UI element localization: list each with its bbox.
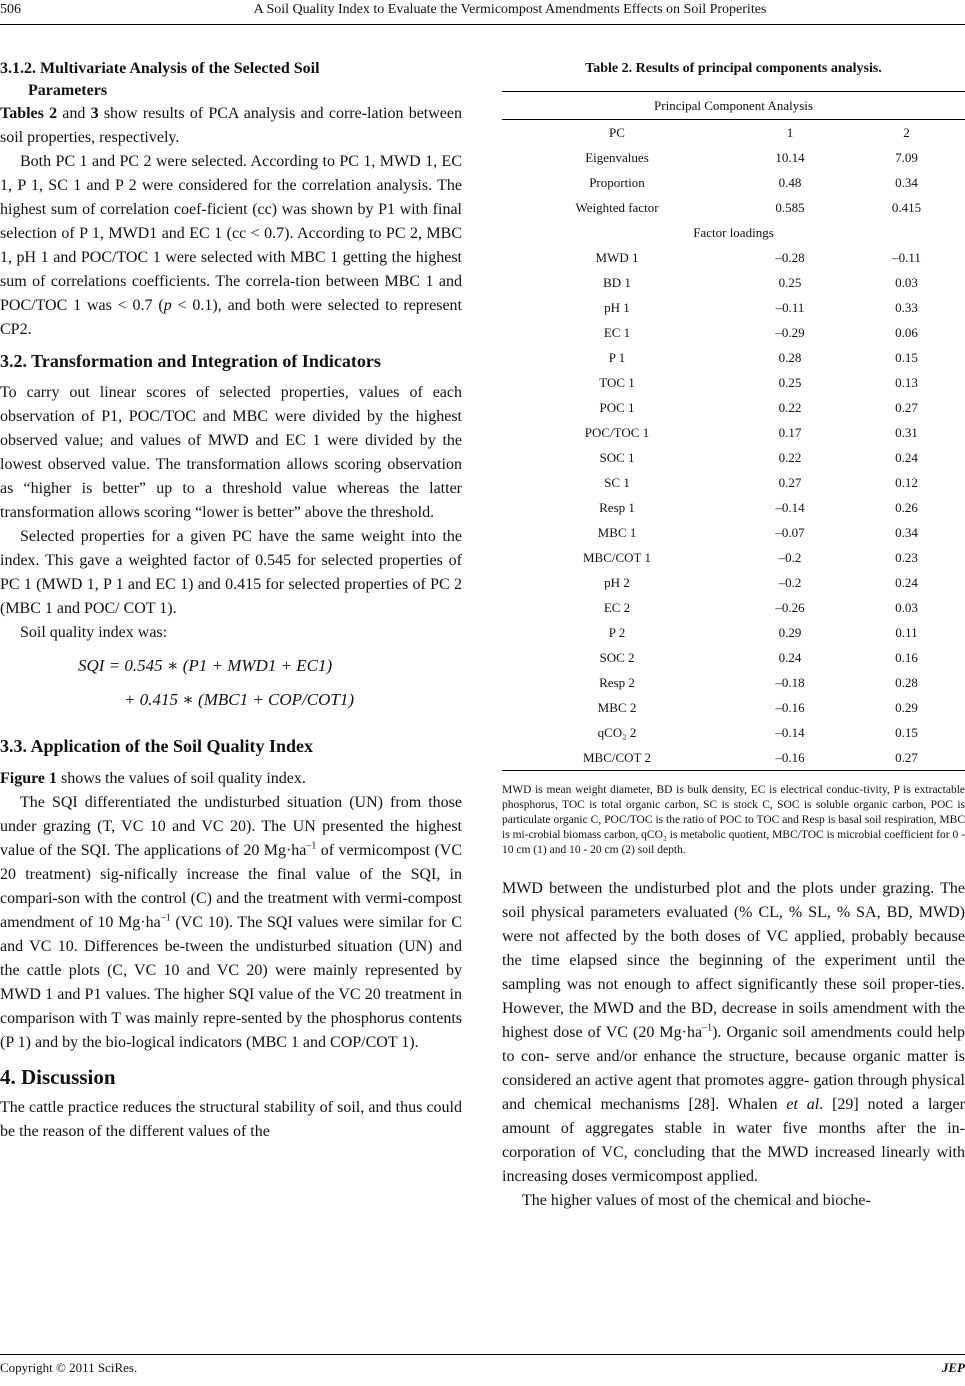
table-cell-value: 0.25: [778, 374, 802, 390]
paragraph: The cattle practice reduces the structural stability of soil, and thus could be the reason of the different values of the: [0, 1099, 462, 1140]
table-reference[interactable]: Tables 2: [0, 105, 58, 122]
table-cell-value: 0.34: [895, 174, 918, 190]
table-cell-value: 0.12: [895, 474, 918, 490]
table-row: [502, 645, 965, 670]
table-cell-label: Resp 1: [599, 499, 635, 515]
table-cell-label: EC 2: [603, 599, 631, 615]
table-row: [502, 495, 965, 520]
running-title: A Soil Quality Index to Evaluate the Vermicompost Amendments Effects on Soil Properites: [253, 2, 767, 17]
table-header: Principal Component Analysis: [502, 92, 965, 120]
table-cell-label: MBC 2: [597, 699, 637, 715]
table-cell-value: –0.14: [775, 499, 805, 515]
table-row: [502, 745, 965, 771]
table-row: [502, 570, 965, 595]
table-cell-label: POC 1: [599, 399, 635, 415]
table-cell-label: Resp 2: [599, 674, 635, 690]
table-cell-value: 0.28: [778, 349, 802, 365]
superscript: –1: [702, 1022, 713, 1034]
table-row: [502, 170, 965, 195]
table-row: [502, 695, 965, 720]
table-cell-value: 0.29: [778, 624, 802, 640]
table-cell-value: 0.06: [895, 324, 918, 340]
table-cell-value: 0.24: [895, 574, 918, 590]
text-run: of vermicompost (VC 20 treatment) sig-nifically increase the final value of the SQI, in compari-son with the control (C) and the treatment with vermi-compost amendment of 10 Mg·ha: [0, 842, 463, 931]
equation: [0, 653, 462, 713]
table-cell-value: 0.03: [895, 274, 918, 290]
table-row: [502, 345, 965, 370]
table-cell-label: P 2: [608, 624, 626, 640]
table-row: [502, 120, 965, 146]
paragraph: [0, 791, 462, 1055]
table-cell-value: –0.07: [775, 524, 805, 540]
table-header-row: [502, 92, 965, 120]
table-cell-value: –0.29: [775, 324, 805, 340]
table-cell-value: 0.24: [895, 449, 918, 465]
page-number: 506: [0, 2, 21, 17]
equation-line: + 0.415 ∗ (MBC1 + COP/COT1): [124, 690, 354, 709]
table-cell-value: –0.16: [775, 699, 805, 715]
table-cell-value: 0.26: [895, 499, 918, 515]
table-footnote: MWD is mean weight diameter, BD is bulk density, EC is electrical conduc-tivity, P is extractable phosphorus, TOC is total organic carbon, SC is stock C, SOC is soluble organic carbon, POC is particulate organic C, POC/TOC is the ratio of POC to TOC and Resp is basal soil respiration, MBC is mi-crobial biomass carbon, qCO₂ is metabolic quotient, MBC/TOC is microbial coefficient for 0 - 10 cm (1) and 10 - 20 cm (2) soil depth.: [502, 784, 965, 856]
paragraph: [502, 877, 965, 1189]
table-row: [502, 595, 965, 620]
table-subheader-row: [502, 220, 965, 245]
paragraph: Soil quality index was:: [20, 624, 168, 641]
table-row: [502, 370, 965, 395]
table-cell-value: –0.28: [775, 249, 805, 265]
paragraph: Selected properties for a given PC have the same weight into the index. This gave a weighted factor of 0.545 for selected properties of PC 1 (MWD 1, P 1 and EC 1) and 0.415 for selected properties of PC 2 (MBC 1 and POC/ COT 1).: [0, 528, 462, 617]
table-cell-label: EC 1: [603, 324, 631, 340]
italic-symbol: p: [163, 297, 172, 314]
table-row: [502, 620, 965, 645]
table-cell-value: –0.18: [775, 674, 805, 690]
table-cell-value: –0.16: [732, 745, 848, 771]
left-column: [0, 58, 462, 1144]
table-cell-label: pH 1: [604, 299, 630, 315]
table-cell-value: 0.33: [895, 299, 918, 315]
paragraph: [0, 150, 462, 342]
table-row: [502, 270, 965, 295]
table-cell-value: 0.11: [895, 624, 918, 640]
text-run: . [29] noted a larger amount of aggregates stable in water five months after the in- corporation of VC, concluding that the MWD increased linearly with increasing doses vermicompost applied.: [502, 1096, 965, 1185]
table-row: [502, 195, 965, 220]
text-run: < 0.1), and both were selected to represent CP2.: [0, 297, 463, 338]
section-heading-3-1-2: [0, 58, 462, 102]
table-cell-label: MBC 1: [597, 524, 637, 540]
section-heading-line: 3.1.2. Multivariate Analysis of the Selected Soil: [0, 60, 320, 77]
table-cell-label: SC 1: [604, 474, 630, 490]
table-cell-value: –0.14: [775, 724, 805, 740]
equation-line: SQI = 0.545 ∗ (P1 + MWD1 + EC1): [78, 656, 333, 675]
table-subheader: Factor loadings: [693, 224, 774, 240]
right-column: [502, 58, 965, 1213]
table-row: [502, 445, 965, 470]
paragraph: The higher values of most of the chemical and bioche-: [522, 1192, 871, 1209]
section-heading-3-3: 3.3. Application of the Soil Quality Index: [0, 736, 314, 756]
table-row: [502, 470, 965, 495]
table-cell-value: 0.27: [848, 745, 965, 771]
paragraph: [0, 102, 462, 150]
table-cell-value: 0.13: [895, 374, 918, 390]
journal-abbreviation: JEP: [941, 1360, 965, 1375]
header-rule: [0, 24, 965, 25]
text-run: (VC 10). The SQI values were similar for C and VC 10. Differences be-tween the undisturbed situation (UN) and the cattle plots (C, VC 10 and VC 20) were mainly represented by MWD 1 and P1 values. The higher SQI value of the VC 20 treatment in comparison with T was mainly repre-sented by the phosphorus contents (P 1) and by the bio-logical indicators (MBC 1 and COP/COT 1).: [0, 914, 463, 1051]
table-row: [502, 420, 965, 445]
copyright-notice: Copyright © 2011 SciRes.: [0, 1360, 138, 1375]
table-reference[interactable]: 3: [90, 105, 99, 122]
table-cell-value: 0.03: [895, 599, 918, 615]
text-run: The SQI differentiated the undisturbed situation (UN) from those under grazing (T, VC 10 and VC 20). The UN presented the highest value of the SQI. The applications of 20 Mg·ha: [0, 794, 462, 859]
text-run: MWD between the undisturbed plot and the plots under grazing. The soil physical parameters evaluated (% CL, % SL, % SA, BD, MWD) were not affected by the both doses of VC applied, probably because the time elapsed since the beginning of the experiment until the sampling was not enough to affect significantly these soil proper-ties. However, the MWD and the BD, decrease in soils amendment with the highest dose of VC (20 Mg·ha: [502, 880, 965, 1041]
table-cell-label: TOC 1: [599, 374, 635, 390]
table-cell-label: Weighted factor: [575, 199, 659, 215]
superscript: –1: [160, 912, 171, 924]
footer-rule: [0, 1354, 965, 1355]
table-cell-label: Proportion: [589, 174, 645, 190]
table-cell-value: –0.2: [778, 574, 802, 590]
figure-reference[interactable]: Figure 1: [0, 770, 58, 787]
table-cell-value: 0.17: [778, 424, 802, 440]
table-cell-value: 1: [786, 124, 794, 140]
italic-text: et al: [786, 1096, 820, 1113]
page-footer: [0, 1354, 965, 1378]
text-run: and: [57, 105, 91, 122]
text-run: Both PC 1 and PC 2 were selected. According to PC 1, MWD 1, EC 1, P 1, SC 1 and P 2 were considered for the correlation analysis. The highest sum of correlation coef-ficient (cc) was shown by P1 with final selection of P 1, MWD1 and EC 1 (cc < 0.7). According to PC 2, MBC 1, pH 1 and POC/TOC 1 were selected with MBC 1 getting the highest sum of correlations coefficients. The correla-tion between MBC 1 and POC/TOC 1 was < 0.7 (: [0, 153, 462, 314]
superscript: –1: [306, 840, 317, 852]
table-row: [502, 295, 965, 320]
table-cell-label: pH 2: [604, 574, 630, 590]
table-cell-label: P 1: [608, 349, 626, 365]
pca-table: [502, 91, 965, 771]
table-cell-value: –0.2: [778, 549, 802, 565]
text-run: show results of PCA analysis and corre-lation between soil properties, respectively.: [0, 105, 463, 146]
section-heading-3-2: 3.2. Transformation and Integration of Indicators: [0, 351, 381, 371]
table-cell-label: Eigenvalues: [585, 149, 649, 165]
table-row: [502, 245, 965, 270]
paragraph: [0, 767, 462, 791]
table-cell-value: 10.14: [775, 149, 805, 165]
table-cell-label: POC/TOC 1: [584, 424, 650, 440]
table-cell-value: –0.26: [775, 599, 805, 615]
section-heading-line: Parameters: [28, 82, 108, 99]
text-run: ). Organic soil amendments could help to con- serve and/or enhance the structure, because organic matter is considered an active agent that promotes aggre- gation through physical and chemical mechanisms [28]. Whalen: [502, 1024, 965, 1113]
page-header: [0, 0, 965, 24]
table-row: [502, 520, 965, 545]
table-row: [502, 545, 965, 570]
table-cell-value: 0.22: [778, 399, 802, 415]
table-cell-label: MBC/COT 1: [582, 549, 652, 565]
table-cell-value: 0.48: [778, 174, 802, 190]
table-cell-label: SOC 2: [599, 649, 635, 665]
table-row: [502, 145, 965, 170]
table-row: [502, 395, 965, 420]
table-cell-value: 0.31: [895, 424, 918, 440]
table-cell-value: 0.27: [778, 474, 802, 490]
table-cell-value: 0.15: [895, 349, 918, 365]
section-heading-4: 4. Discussion: [0, 1065, 116, 1089]
table-cell-label: PC: [609, 124, 625, 140]
table-cell-value: 0.24: [778, 649, 802, 665]
table-cell-label: SOC 1: [599, 449, 635, 465]
table-cell-value: 0.27: [895, 399, 918, 415]
table-cell-label: BD 1: [603, 274, 631, 290]
table-cell-value: 0.585: [775, 199, 805, 215]
table-cell-value: 7.09: [895, 149, 918, 165]
table-row: [502, 670, 965, 695]
table-cell-value: 0.22: [778, 449, 802, 465]
table-cell-value: 0.415: [891, 199, 922, 215]
table-row: [502, 720, 965, 745]
text-run: shows the values of soil quality index.: [57, 770, 306, 787]
table-row: [502, 320, 965, 345]
table-cell-value: 0.15: [895, 724, 918, 740]
table-cell-value: 2: [903, 124, 910, 140]
table-cell-value: –0.11: [892, 249, 921, 265]
table-caption: Table 2. Results of principal components analysis.: [585, 61, 882, 76]
table-cell-value: 0.23: [895, 549, 918, 565]
table-cell-label: qCO₂ 2: [597, 724, 637, 740]
table-cell-value: –0.11: [775, 299, 805, 315]
table-cell-value: 0.29: [895, 699, 918, 715]
table-cell-value: 0.25: [778, 274, 802, 290]
table-cell-value: 0.16: [895, 649, 918, 665]
table-cell-value: 0.34: [895, 524, 918, 540]
table-cell-label: MBC/COT 2: [502, 745, 732, 771]
table-cell-label: MWD 1: [595, 249, 639, 265]
paragraph: To carry out linear scores of selected properties, values of each observation of P1, POC/TOC and MBC were divided by the highest observed value; and values of MWD and EC 1 were divided by the lowest observed value. The transformation allows scoring observation as “higher is better” up to a threshold value whereas the latter transformation allows scoring “lower is better” above the threshold.: [0, 384, 462, 521]
table-cell-value: 0.28: [895, 674, 918, 690]
